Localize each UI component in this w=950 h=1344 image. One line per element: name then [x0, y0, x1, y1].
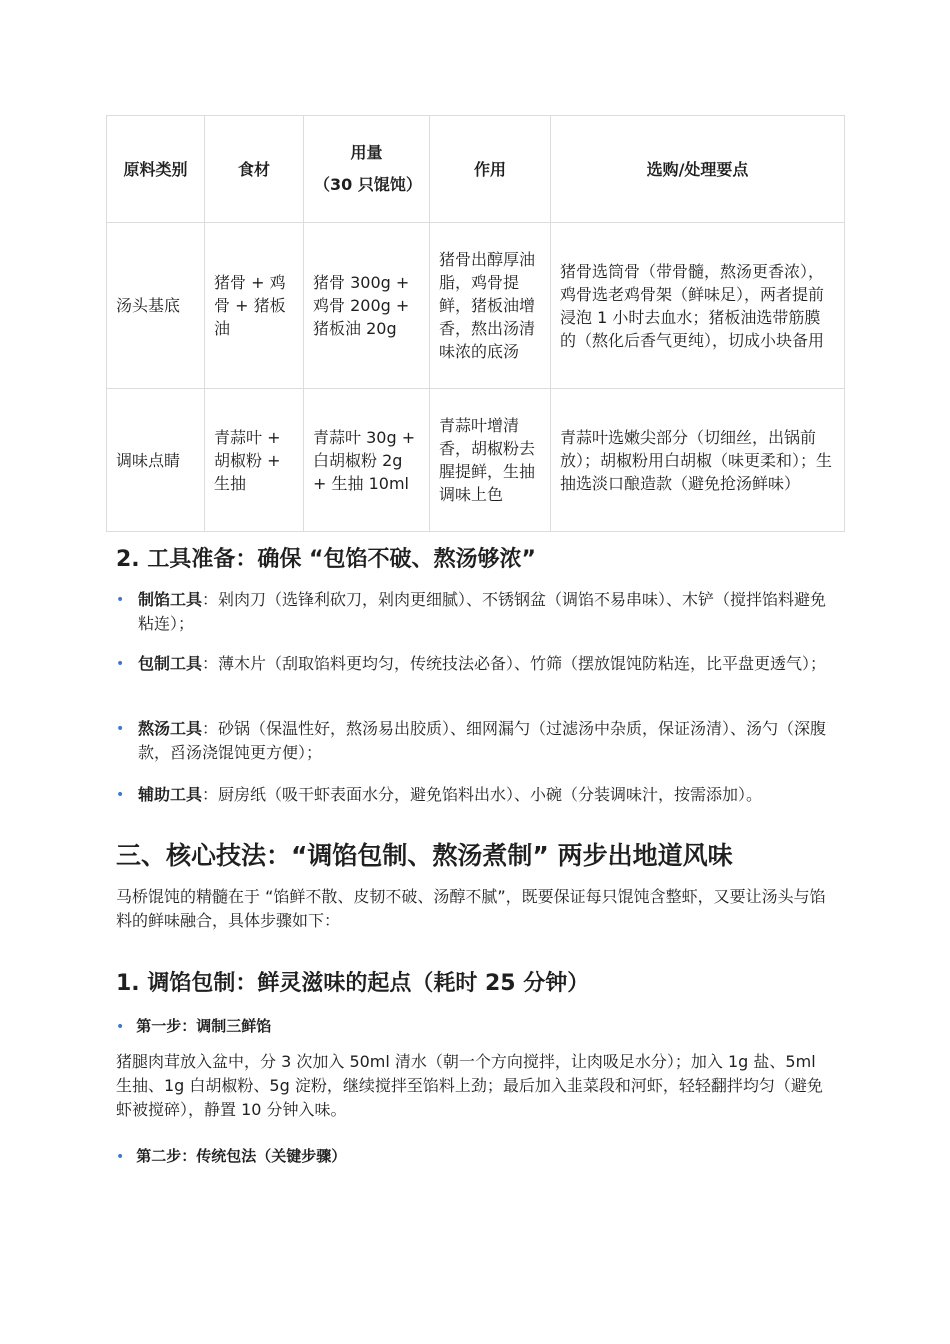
list-item-label: 包制工具: [138, 654, 203, 673]
bullet-dot: •: [116, 721, 125, 737]
header-role: 作用: [430, 116, 551, 223]
bullet-dot: •: [116, 787, 125, 803]
cell-amount: 猪骨 300g + 鸡骨 200g + 猪板油 20g: [304, 223, 430, 389]
header-amount-title: 用量: [350, 143, 383, 162]
list-item: [116, 588, 836, 636]
bullet-dot: •: [116, 656, 125, 672]
list-item: [116, 783, 836, 807]
list-item: [116, 652, 836, 676]
list-item-text: ：砂锅（保温性好，熬汤易出胶质）、细网漏勺（过滤汤中杂质，保证汤清）、汤勺（深腹款，舀汤浇馄饨更方便）；: [138, 719, 827, 762]
section3-heading: 三、核心技法：“调馅包制、熬汤煮制” 两步出地道风味: [116, 841, 733, 870]
subsection-heading: 1. 调馅包制：鲜灵滋味的起点（耗时 25 分钟）: [116, 971, 590, 996]
cell-role: 猪骨出醇厚油脂，鸡骨提鲜，猪板油增香，熬出汤清味浓的底汤: [430, 223, 551, 389]
tools-heading: 2. 工具准备：确保 “包馅不破、熬汤够浓”: [116, 547, 536, 572]
ingredient-table: [106, 115, 845, 532]
header-tips: 选购/处理要点: [551, 116, 845, 223]
section3-intro: 马桥馄饨的精髓在于 “馅鲜不散、皮韧不破、汤醇不腻”，既要保证每只馄饨含整虾，又要让汤头与馅料的鲜味融合，具体步骤如下：: [116, 887, 826, 930]
list-item-label: 熬汤工具: [138, 719, 203, 738]
bullet-dot: •: [116, 1019, 125, 1035]
header-category: 原料类别: [107, 116, 205, 223]
step1-text: 猪腿肉茸放入盆中，分 3 次加入 50ml 清水（朝一个方向搅拌，让肉吸足水分）；加入 1g 盐、5ml 生抽、1g 白胡椒粉、5g 淀粉，继续搅拌至馅料上劲；最后加入韭菜段和河虾，轻轻翻拌均匀（避免虾被搅碎），静置 10 分钟入味。: [116, 1052, 823, 1119]
list-item-label: 辅助工具: [138, 785, 203, 804]
step2-title: [116, 1145, 346, 1166]
step1-title: [116, 1015, 271, 1036]
list-item: [116, 717, 836, 765]
cell-category: 调味点睛: [107, 389, 205, 532]
step2-title-text: 第二步：传统包法（关键步骤）: [136, 1147, 347, 1165]
table-header-row: [107, 116, 845, 223]
cell-tips: 青蒜叶选嫩尖部分（切细丝，出锅前放）；胡椒粉用白胡椒（味更柔和）；生抽选淡口酿造款（避免抢汤鲜味）: [551, 389, 845, 532]
cell-ingredient: 青蒜叶 + 胡椒粉 + 生抽: [205, 389, 304, 532]
cell-amount: 青蒜叶 30g + 白胡椒粉 2g + 生抽 10ml: [304, 389, 430, 532]
header-ingredient: 食材: [205, 116, 304, 223]
list-item-text: ：剁肉刀（选锋利砍刀，剁肉更细腻）、不锈钢盆（调馅不易串味）、木铲（搅拌馅料避免粘连）；: [138, 590, 827, 633]
list-item-label: 制馅工具: [138, 590, 203, 609]
header-amount-sub: （30 只馄饨）: [314, 175, 422, 194]
table-row: [107, 223, 845, 389]
list-item-text: ：厨房纸（吸干虾表面水分，避免馅料出水）、小碗（分装调味汁，按需添加）。: [202, 785, 763, 804]
cell-category: 汤头基底: [107, 223, 205, 389]
cell-tips: 猪骨选筒骨（带骨髓，熬汤更香浓），鸡骨选老鸡骨架（鲜味足），两者提前浸泡 1 小时去血水；猪板油选带筋膜的（熬化后香气更纯），切成小块备用: [551, 223, 845, 389]
header-amount: [304, 116, 430, 223]
bullet-dot: •: [116, 592, 125, 608]
table-row: [107, 389, 845, 532]
cell-role: 青蒜叶增清香，胡椒粉去腥提鲜，生抽调味上色: [430, 389, 551, 532]
bullet-dot: •: [116, 1149, 125, 1165]
list-item-text: ：薄木片（刮取馅料更均匀，传统技法必备）、竹筛（摆放馄饨防粘连，比平盘更透气）；: [202, 654, 827, 673]
cell-ingredient: 猪骨 + 鸡骨 + 猪板油: [205, 223, 304, 389]
step1-title-text: 第一步：调制三鲜馅: [136, 1017, 272, 1035]
